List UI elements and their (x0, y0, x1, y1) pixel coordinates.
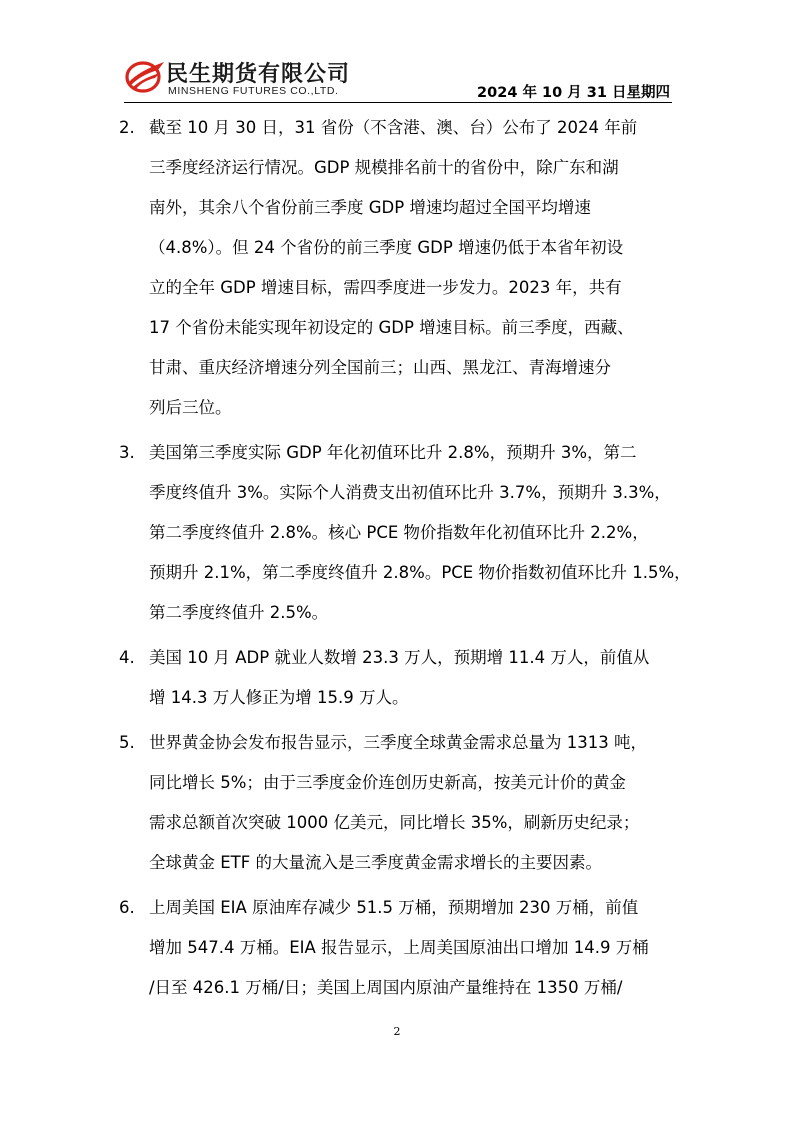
news-list (119, 108, 691, 1013)
item-number: 3. (119, 443, 135, 462)
news-item-3 (119, 433, 691, 633)
item-text-line: 第二季度终值升 2.8%。核心 PCE 物价指数年化初值环比升 2.2%， (149, 523, 649, 542)
item-text-line: 第二季度终值升 2.5%。 (149, 603, 329, 622)
item-text-line: 全球黄金 ETF 的大量流入是三季度黄金需求增长的主要因素。 (149, 853, 602, 872)
item-text-line: 美国 10 月 ADP 就业人数增 23.3 万人，预期增 11.4 万人，前值从 (149, 648, 650, 667)
item-text-line: 三季度经济运行情况。GDP 规模排名前十的省份中，除广东和湖 (149, 158, 619, 177)
news-item-5 (119, 723, 675, 883)
header-divider (124, 102, 672, 103)
item-text-line: 增加 547.4 万桶。EIA 报告显示，上周美国原油出口增加 14.9 万桶 (149, 938, 649, 957)
item-number: 6. (119, 898, 135, 917)
item-number: 4. (119, 648, 135, 667)
item-text-line: 美国第三季度实际 GDP 年化初值环比升 2.8%，预期升 3%，第二 (149, 443, 637, 462)
item-text-line: 截至 10 月 30 日，31 省份（不含港、澳、台）公布了 2024 年前 (149, 118, 638, 137)
item-number: 2. (119, 118, 135, 137)
item-text-line: 同比增长 5%；由于三季度金价连创历史新高，按美元计价的黄金 (149, 773, 626, 792)
page-number: 2 (393, 1025, 401, 1038)
report-date: 2024 年 10 月 31 日星期四 (477, 85, 670, 101)
item-text-line: /日至 426.1 万桶/日；美国上周国内原油产量维持在 1350 万桶/ (149, 978, 623, 997)
logo-chinese-name: 民生期货有限公司 (166, 62, 351, 87)
item-text-line: 季度终值升 3%。实际个人消费支出初值环比升 3.7%，预期升 3.3%， (149, 483, 671, 502)
minsheng-logo-icon (124, 56, 166, 96)
item-text-line: 列后三位。 (149, 398, 232, 417)
news-item-2 (119, 108, 675, 428)
item-text-line: 增 14.3 万人修正为增 15.9 万人。 (149, 688, 409, 707)
item-text-line: （4.8%）。但 24 个省份的前三季度 GDP 增速仍低于本省年初设 (149, 238, 624, 257)
item-text-line: 需求总额首次突破 1000 亿美元，同比增长 35%，刷新历史纪录； (149, 813, 640, 832)
item-text-line: 南外，其余八个省份前三季度 GDP 增速均超过全国平均增速 (149, 198, 591, 217)
item-text-line: 预期升 2.1%，第二季度终值升 2.8%。PCE 物价指数初值环比升 1.5%， (149, 563, 691, 582)
news-item-6 (119, 888, 675, 1008)
item-number: 5. (119, 733, 135, 752)
news-item-4 (119, 638, 675, 718)
item-text-line: 17 个省份未能实现年初设定的 GDP 增速目标。前三季度，西藏、 (149, 318, 634, 337)
company-logo (124, 56, 364, 100)
item-text-line: 上周美国 EIA 原油库存减少 51.5 万桶，预期增加 230 万桶，前值 (149, 898, 639, 917)
item-text-line: 世界黄金协会发布报告显示，三季度全球黄金需求总量为 1313 吨， (149, 733, 647, 752)
item-text-line: 立的全年 GDP 增速目标，需四季度进一步发力。2023 年，共有 (149, 278, 622, 297)
page-header (124, 56, 672, 102)
logo-english-name: MINSHENG FUTURES CO.,LTD. (168, 85, 339, 97)
item-text-line: 甘肃、重庆经济增速分列全国前三；山西、黑龙江、青海增速分 (149, 358, 611, 377)
